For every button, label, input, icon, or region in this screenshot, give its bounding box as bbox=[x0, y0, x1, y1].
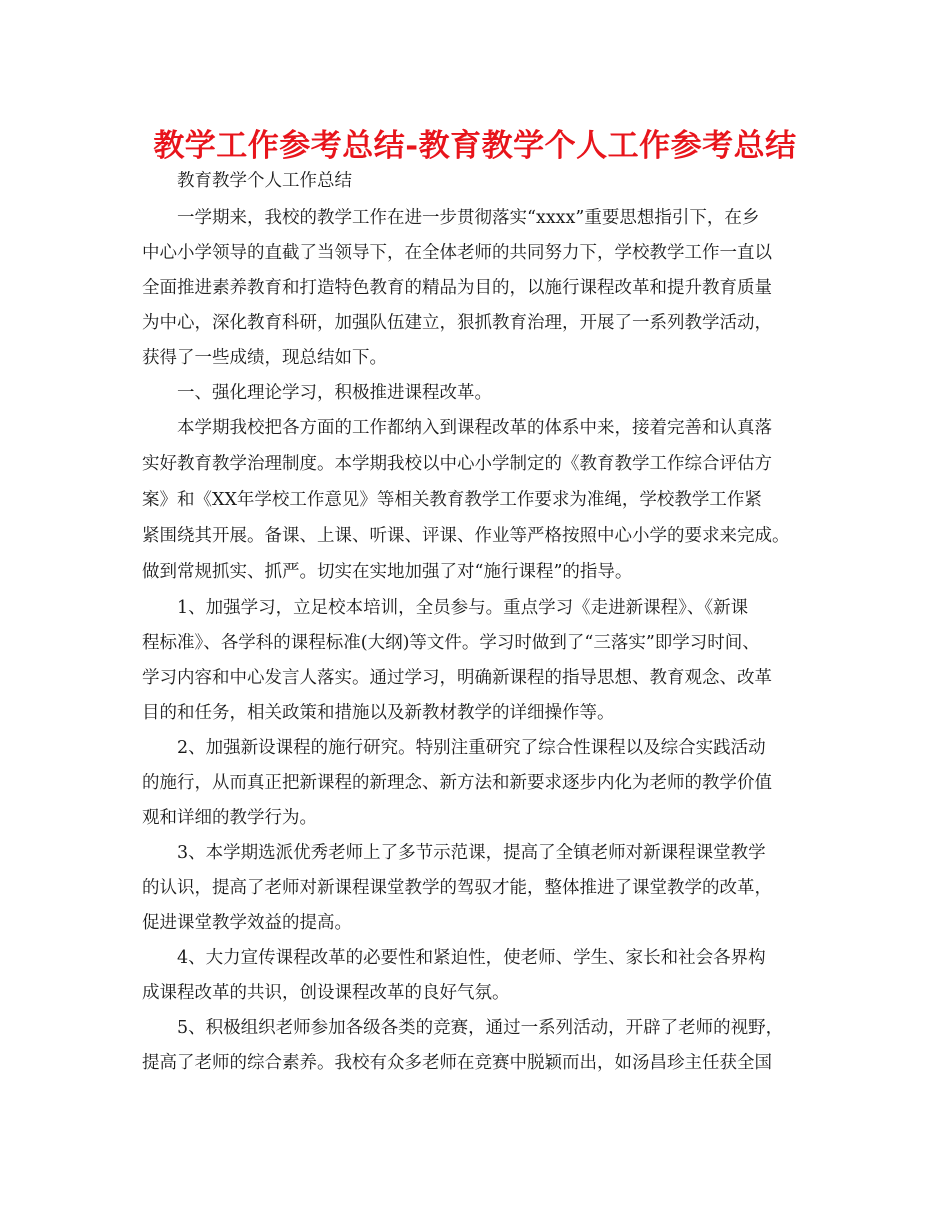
paragraph-line: 的施行，从而真正把新课程的新理念、新方法和新要求逐步内化为老师的教学价值 bbox=[142, 773, 772, 793]
paragraph-line: 紧围绕其开展。备课、上课、听课、评课、作业等严格按照中心小学的要求来完成。 bbox=[142, 526, 790, 546]
paragraph-line: 成课程改革的共识，创设课程改革的良好气氛。 bbox=[142, 983, 510, 1003]
paragraph-line: 实好教育教学治理制度。本学期我校以中心小学制定的《教育教学工作综合评估方 bbox=[142, 454, 772, 474]
paragraph-line: 案》和《XX年学校工作意见》等相关教育教学工作要求为准绳，学校教学工作紧 bbox=[142, 490, 762, 510]
paragraph-line: 3、本学期选派优秀老师上了多节示范课，提高了全镇老师对新课程课堂教学 bbox=[177, 843, 766, 863]
paragraph-line: 程标准》、各学科的课程标准(大纲)等文件。学习时做到了“三落实”即学习时间、 bbox=[142, 633, 760, 653]
paragraph-line: 目的和任务，相关政策和措施以及新教材教学的详细操作等。 bbox=[142, 703, 615, 723]
paragraph-line: 中心小学领导的直截了当领导下，在全体老师的共同努力下，学校教学工作一直以 bbox=[142, 243, 772, 263]
document-title: 教学工作参考总结-教育教学个人工作参考总结 bbox=[153, 128, 797, 164]
paragraph-line: 促进课堂教学效益的提高。 bbox=[142, 913, 352, 933]
paragraph-line: 本学期我校把各方面的工作都纳入到课程改革的体系中来，接着完善和认真落 bbox=[177, 418, 772, 438]
paragraph-line: 为中心，深化教育科研，加强队伍建立，狠抓教育治理，开展了一系列教学活动， bbox=[142, 313, 772, 333]
paragraph-line: 一学期来，我校的教学工作在进一步贯彻落实“xxxx”重要思想指引下，在乡 bbox=[177, 208, 760, 228]
subtitle-line: 教育教学个人工作总结 bbox=[177, 171, 352, 191]
paragraph-line: 的认识，提高了老师对新课程课堂教学的驾驭才能，整体推进了课堂教学的改革， bbox=[142, 878, 772, 898]
section-heading: 一、强化理论学习，积极推进课程改革。 bbox=[177, 383, 492, 403]
paragraph-line: 4、大力宣传课程改革的必要性和紧迫性，使老师、学生、家长和社会各界构 bbox=[177, 948, 766, 968]
paragraph-line: 提高了老师的综合素养。我校有众多老师在竞赛中脱颖而出，如汤昌珍主任获全国 bbox=[142, 1053, 772, 1073]
paragraph-line: 1、加强学习，立足校本培训，全员参与。重点学习《走进新课程》、《新课 bbox=[177, 598, 749, 618]
paragraph-line: 2、加强新设课程的施行研究。特别注重研究了综合性课程以及综合实践活动 bbox=[177, 738, 766, 758]
paragraph-line: 全面推进素养教育和打造特色教育的精品为目的，以施行课程改革和提升教育质量 bbox=[142, 278, 772, 298]
paragraph-line: 观和详细的教学行为。 bbox=[142, 808, 317, 828]
paragraph-line: 5、积极组织老师参加各级各类的竞赛，通过一系列活动，开辟了老师的视野， bbox=[177, 1018, 784, 1038]
paragraph-line: 获得了一些成绩，现总结如下。 bbox=[142, 348, 387, 368]
paragraph-line: 做到常规抓实、抓严。切实在实地加强了对“施行课程”的指导。 bbox=[142, 562, 633, 582]
paragraph-line: 学习内容和中心发言人落实。通过学习，明确新课程的指导思想、教育观念、改革 bbox=[142, 668, 772, 688]
